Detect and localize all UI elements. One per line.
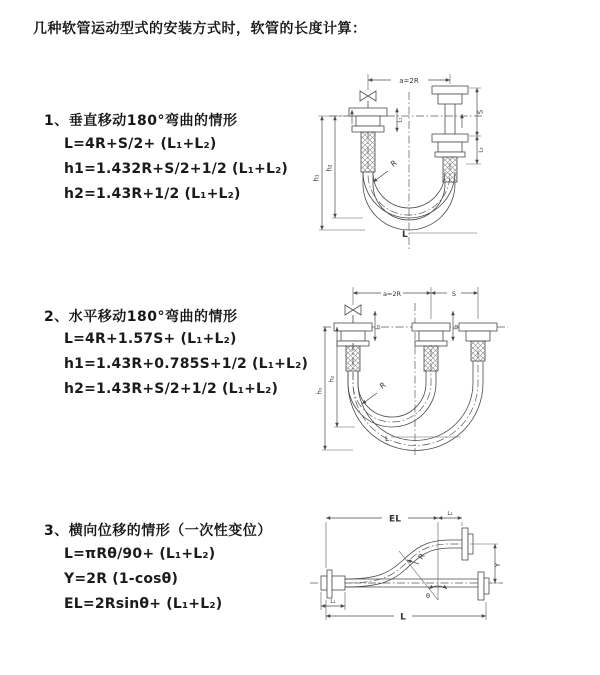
dim-label-l2: L₂ [453,324,460,330]
dim-label-l1: L₁ [397,117,404,123]
valve-icon [345,305,361,323]
diagram-horizontal-180-bend [303,283,600,468]
section-2-formula-h1: h1=1.43R+0.785S+1/2 (L₁+L₂) [64,356,309,372]
dim-label-l2: L₂ [478,147,485,153]
dim-label-l: L [400,612,406,623]
section-1-formula-h2: h2=1.43R+1/2 (L₁+L₂) [64,186,241,202]
diagram-vertical-180-bend [305,70,595,260]
dim-label-l1: L₁ [330,599,336,605]
dim-label-r: R [416,551,427,562]
dim-label-y: Y [494,562,502,568]
dim-label-r: R [377,380,388,391]
dim-label-theta: θ [426,592,430,600]
dim-label-h1: h₁ [315,387,324,395]
section-2-formula-L: L=4R+1.57S+ (L₁+L₂) [64,331,237,347]
dim-label-s: S [476,109,485,115]
section-3-formula-Y: Y=2R (1-cosθ) [64,571,179,587]
section-3-formula-EL: EL=2Rsinθ+ (L₁+L₂) [64,596,223,612]
left-flange-fitting [321,570,345,598]
dim-label-a2r: a=2R [399,76,419,85]
valve-icon [360,91,376,108]
section-1-formula-h1: h1=1.432R+S/2+1/2 (L₁+L₂) [64,161,289,177]
section-1-formula-L: L=4R+S/2+ (L₁+L₂) [64,136,217,152]
diagram-lateral-displacement [298,498,598,673]
dim-label-h2: h₂ [327,375,336,383]
hose-displaced-position [345,528,473,587]
dim-label-l: L [402,230,408,240]
dim-label-l1: L₁ [375,324,382,330]
dim-label-l2: L₂ [447,511,453,517]
dim-label-r: R [388,158,399,169]
dim-label-h2: h₂ [325,164,334,172]
page-title: 几种软管运动型式的安装方式时，软管的长度计算： [33,21,367,37]
dim-label-s: S [451,289,457,298]
dim-label-a2r: a=2R [382,289,402,298]
section-3-heading: 3、横向位移的情形（一次性变位） [44,523,272,539]
section-3-formula-L: L=πRθ/90+ (L₁+L₂) [64,546,216,562]
section-1-heading: 1、垂直移动180°弯曲的情形 [44,113,238,129]
dimensions [321,511,502,623]
section-2-heading: 2、水平移动180°弯曲的情形 [44,309,238,325]
dim-label-el: EL [389,514,401,525]
section-2-formula-h2: h2=1.43R+S/2+1/2 (L₁+L₂) [64,381,279,397]
hose-u-bend [348,343,483,450]
dim-label-l: L [385,435,389,443]
dim-label-h1: h₁ [312,174,321,182]
